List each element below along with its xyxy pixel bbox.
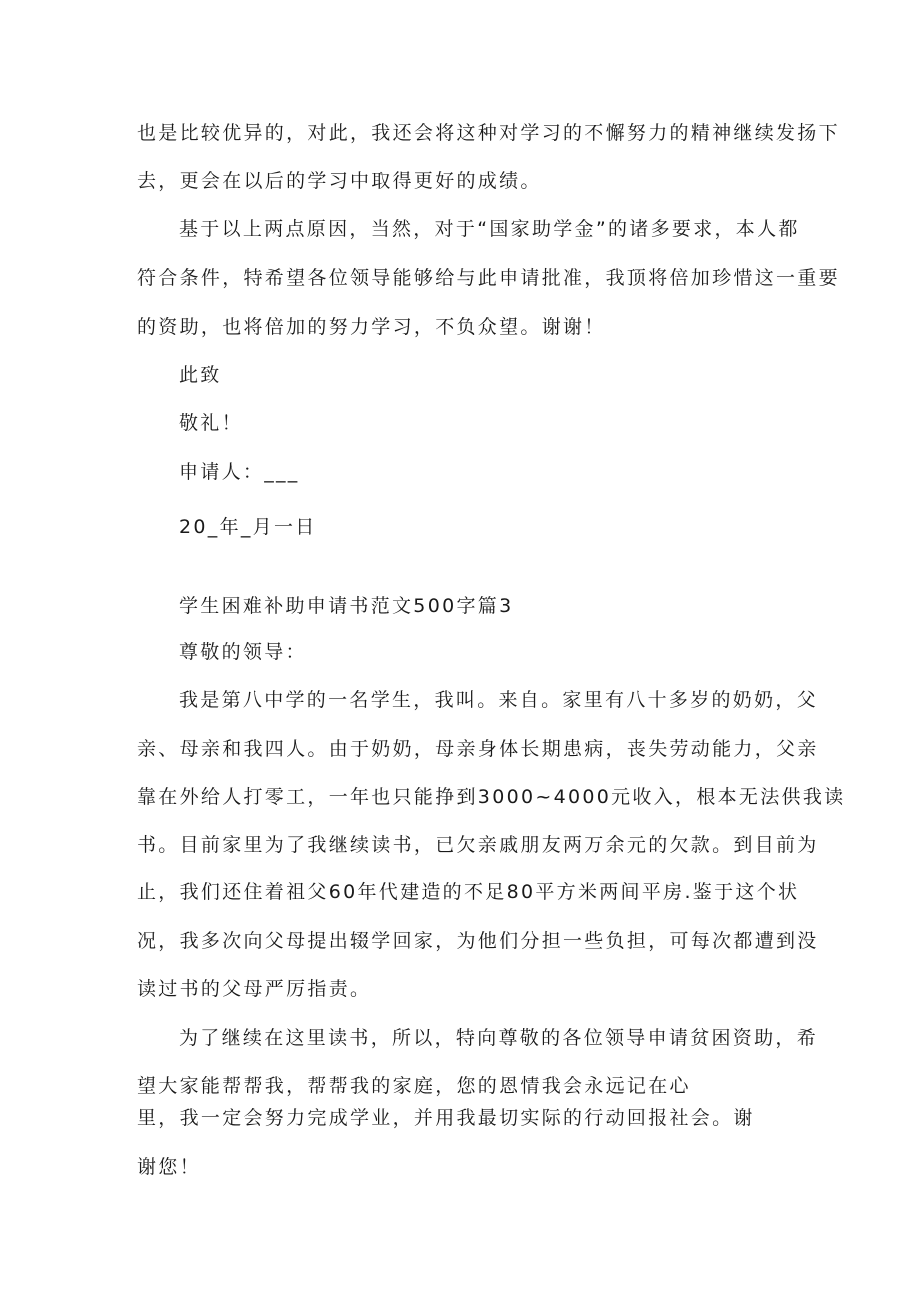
paragraph-line: 的资助，也将倍加的努力学习，不负众望。谢谢！: [137, 316, 606, 338]
closing-greeting: 敬礼！: [179, 412, 243, 434]
paragraph-line: 止，我们还住着祖父60年代建造的不足80平方米两间平房.鉴于这个状: [137, 881, 800, 903]
closing-line: 此致: [179, 364, 222, 386]
paragraph-line: 也是比较优异的，对此，我还会将这种对学习的不懈努力的精神继续发扬下: [137, 122, 840, 144]
paragraph-line: 靠在外给人打零工，一年也只能挣到3000~4000元收入，根本无法供我读: [137, 786, 846, 808]
paragraph-line: 去，更会在以后的学习中取得更好的成绩。: [137, 170, 542, 192]
paragraph-line: 读过书的父母严厉指责。: [137, 978, 372, 1000]
paragraph-line: 符合条件，特希望各位领导能够给与此申请批准，我顶将倍加珍惜这一重要: [137, 267, 840, 289]
section-title: 学生困难补助申请书范文500字篇3: [179, 595, 514, 617]
paragraph-line: 基于以上两点原因，当然，对于“国家助学金”的诸多要求，本人都: [179, 218, 800, 240]
paragraph-line: 为了继续在这里读书，所以，特向尊敬的各位领导申请贫困资助，希: [179, 1027, 819, 1049]
paragraph-line: 书。目前家里为了我继续读书，已欠亲戚朋友两万余元的欠款。到目前为: [137, 834, 819, 856]
paragraph-line: 亲、母亲和我四人。由于奶奶，母亲身体长期患病，丧失劳动能力，父亲: [137, 738, 819, 760]
paragraph-line: 况，我多次向父母提出辍学回家，为他们分担一些负担，可每次都遭到没: [137, 930, 819, 952]
paragraph-line: 里，我一定会努力完成学业，并用我最切实际的行动回报社会。谢: [137, 1107, 755, 1129]
date-line: 20_年_月一日: [179, 516, 317, 538]
applicant-line: 申请人：___: [179, 461, 300, 483]
paragraph-line: 谢您！: [137, 1156, 201, 1178]
salutation: 尊敬的领导：: [179, 641, 307, 663]
paragraph-line: 我是第八中学的一名学生，我叫。来自。家里有八十多岁的奶奶，父: [179, 689, 819, 711]
paragraph-line: 望大家能帮帮我，帮帮我的家庭，您的恩情我会永远记在心: [137, 1075, 691, 1097]
